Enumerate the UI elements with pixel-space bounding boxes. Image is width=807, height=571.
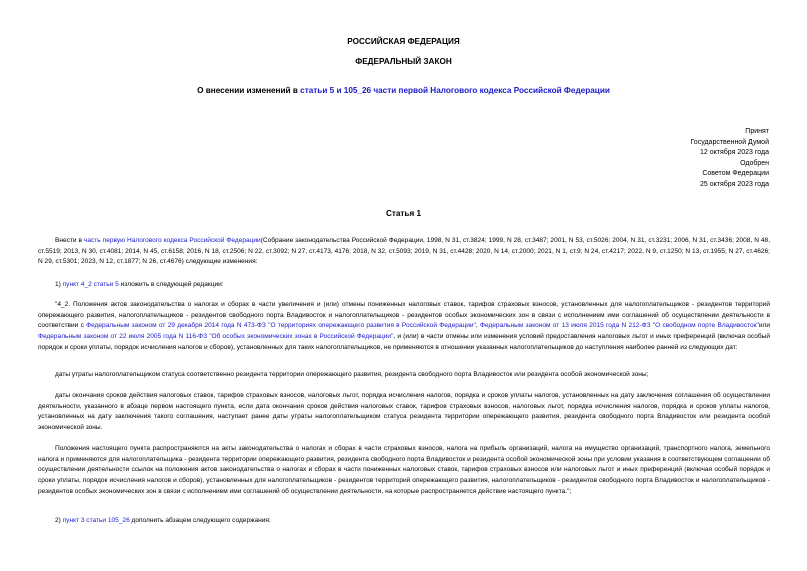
accepted-label: Принят <box>745 128 769 135</box>
acceptance-block <box>690 127 769 191</box>
p42-text-d: , и (или) в части отмены или изменения условий предоставления налоговых льгот и иных преференций (включая особый порядок и сроки уплаты, порядок исчисления налогов и сборов), установленных для таких налогоплательщиков, не применяются в отношении указанных налогоплательщиков до наступления наиболее ранней из следующих дат: <box>38 333 770 351</box>
accepted-by: Государственной Думой <box>690 138 769 146</box>
item2-text: дополнить абзацем следующего содержания: <box>129 517 271 524</box>
paragraph-term-end: даты окончания сроков действия налоговых ставок, тарифов страховых взносов, налоговых льгот, порядка исчисления налогов, порядка и сроков уплаты налогов, установленных на дату заключения соглашения об осуществлении деятельности, указанного в абзаце первом настоящего пункта, если дата окончания сроков действия налоговых ставок, тарифов страховых взносов, налоговых льгот, порядка исчисления налогов, порядка и сроков уплаты налогов, установленных на дату заключения такого соглашения, наступает ранее даты утраты налогоплательщиком статуса резидента территории опережающего развития, резидента свободного порта Владивосток или резидента особой экономической зоны. <box>38 392 770 432</box>
paragraph-item-1 <box>38 280 770 291</box>
article5-link[interactable]: пункт 4_2 статьи 5 <box>62 281 119 288</box>
approved-label: Одобрен <box>740 159 769 167</box>
law-title-prefix: О внесении изменений в <box>197 86 301 95</box>
intro-text-a: Внести в <box>55 237 84 244</box>
item1-text: изложить в следующей редакции: <box>118 281 224 288</box>
p42-text-c: или <box>758 322 770 330</box>
country-heading: РОССИЙСКАЯ ФЕДЕРАЦИЯ <box>347 37 460 46</box>
paragraph-intro <box>38 236 770 268</box>
law-title <box>0 86 807 95</box>
law-473-link[interactable]: Федеральным законом от 29 декабря 2014 года N 473-ФЗ "О территориях опережающего развития в Российской Федерации" <box>86 322 476 330</box>
law-212-link[interactable]: Федеральным законом от 13 июля 2015 года N 212-ФЗ "О свободном порте Владивосток" <box>480 322 759 330</box>
paragraph-item-2 <box>38 516 770 527</box>
law-type-heading: ФЕДЕРАЛЬНЫЙ ЗАКОН <box>355 57 452 66</box>
accepted-date: 12 октября 2023 года <box>700 149 769 157</box>
paragraph-4-2 <box>38 300 770 354</box>
item2-num: 2) <box>55 517 63 524</box>
paragraph-status-loss: даты утраты налогоплательщиком статуса соответственно резидента территории опережающего развития, резидента свободного порта Владивосток или резидента особой экономической зоны; <box>55 371 649 378</box>
law-116-link[interactable]: Федеральным законом от 22 июля 2005 года N 116-ФЗ "Об особых экономических зонах в Российской Федерации" <box>38 333 394 341</box>
article-heading: Статья 1 <box>385 209 422 218</box>
approved-by: Советом Федерации <box>702 170 769 178</box>
article105-link[interactable]: пункт 3 статьи 105_26 <box>62 517 130 524</box>
paragraph-scope: Положения настоящего пункта распространяются на акты законодательства о налогах и сборах в части страховых взносов, налога на прибыль организаций, налога на имущество организаций, транспортного налога, земельного налога и применяются для налогоплательщика - резидента территории опережающего развития, резидента свободного порта Владивосток и резидента особой экономической зоны при условии указания в соответствующем соглашении об осуществлении деятельности ссылок на положения актов законодательства о налогах и сборах в части пониженных налоговых ставок, тарифов страховых взносов или налоговых льгот и иных преференций (включая особый порядок и сроки уплаты, порядок исчисления налогов и сборов), установленных для налогоплательщиков - резидентов территорий опережающего развития, налогоплательщиков - резидентов свободного порта Владивосток и налогоплательщиков - резидентов особых экономических зон в связи с исполнением ими соглашений об осуществлении деятельности, на которые распространяется действие настоящего пункта."; <box>38 445 770 495</box>
p42-text-a: "4_2. Положения актов законодательства о налогах и сборах в части увеличения и (или) отмены пониженных налоговых ставок, тарифов страховых взносов, установленных для налогоплательщиков - резидентов территорий опережающего развития, налогоплательщиков - резидентов свободного порта Владивосток и налогоплательщиков - резидентов особых экономических зон в связи с исполнением ими соглашений об осуществлении деятельности в соответствии с <box>38 301 770 330</box>
approved-date: 25 октября 2023 года <box>700 180 769 188</box>
item1-num: 1) <box>55 281 63 288</box>
intro-text-b: (Собрание законодательства Российской Федерации, 1998, N 31, ст.3824; 1999, N 28, ст.3487; 2001, N 53, ст.5026; 2004, N 31, ст.3231; 2006, N 31, ст.3436; 2008, N 48, ст.5519; 2013, N 30, ст.4081; 2014, N 45, ст.6158; 2016, N 18, ст.2506; N 22, ст.3092; N 27, ст.4173, 4176; 2018, N 32, ст.5093; 2019, N 31, ст.4428; 2020, N 14, ст.2000; 2021, N 1, ст.9; N 24, ст.4217; 2022, N 9, ст.1250; N 13, ст.1955; N 27, ст.4626; N 29, ст.5301; 2023, N 12, ст.1877; N 26, ст.4676) следующие изменения: <box>38 237 771 266</box>
tax-code-link[interactable]: часть первую Налогового кодекса Российской Федерации <box>83 237 261 244</box>
p42-text-b: , <box>475 322 480 330</box>
law-title-link[interactable]: статьи 5 и 105_26 части первой Налогового кодекса Российской Федерации <box>300 86 610 95</box>
